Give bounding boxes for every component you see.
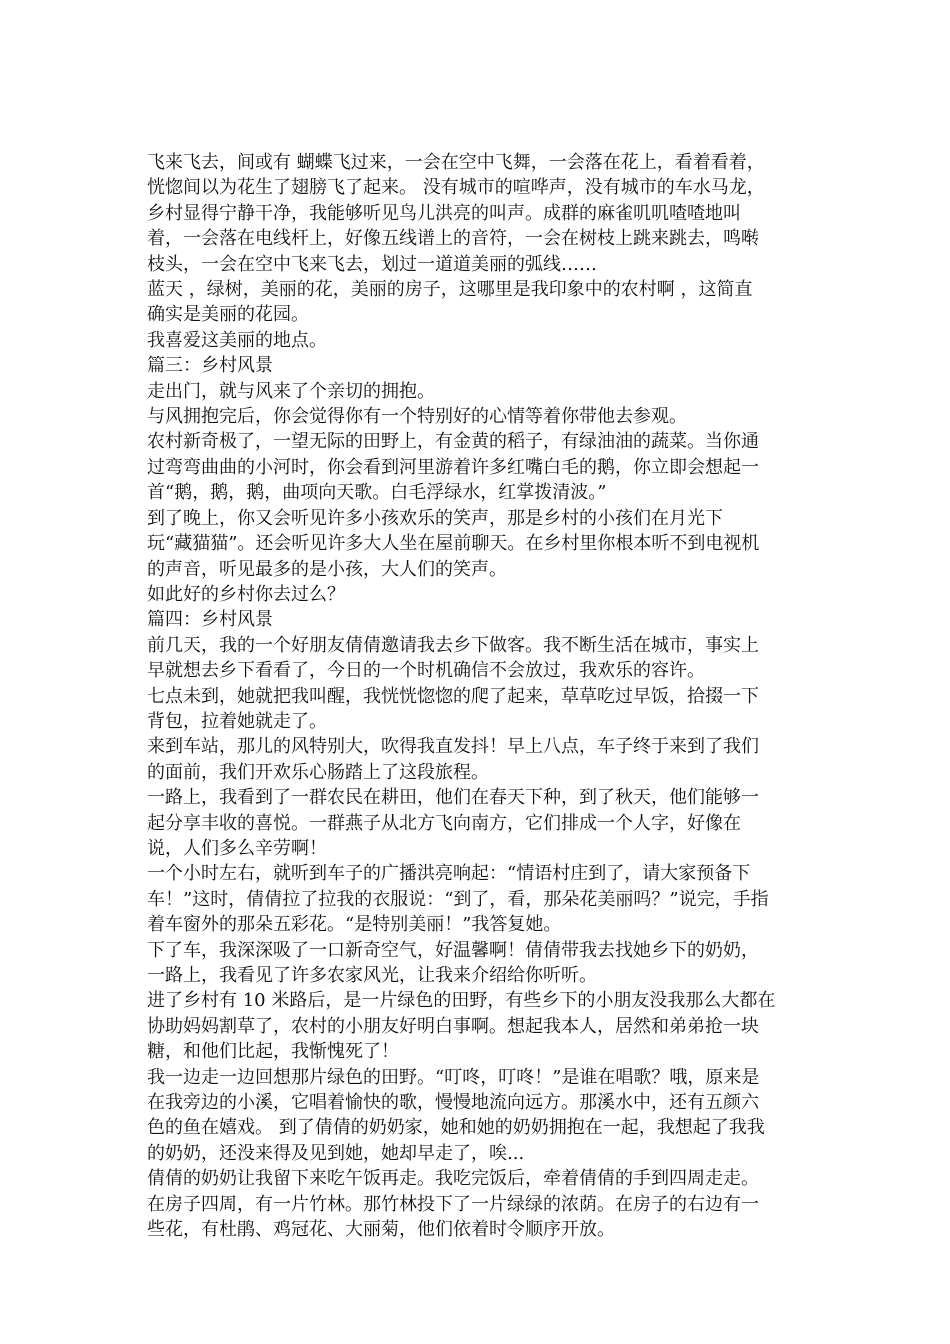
text-line: 着，一会落在电线杆上，好像五线谱上的音符，一会在树枝上跳来跳去，鸣啭 xyxy=(147,228,759,250)
text-line: 的声音，听见最多的是小孩，大人们的笑声。 xyxy=(147,558,507,580)
text-line: 一路上，我看见了许多农家风光，让我来介绍给你听听。 xyxy=(147,965,597,986)
paragraph xyxy=(147,684,807,735)
text-line: 来到车站，那儿的风特别大，吹得我直发抖！早上八点，车子终于来到了我们 xyxy=(147,736,759,758)
paragraph xyxy=(147,734,807,785)
text-line: 些花，有杜鹃、鸡冠花、大丽菊，他们依着时令顺序开放。 xyxy=(147,1219,615,1241)
text-line: 七点未到，她就把我叫醒，我恍恍惚惚的爬了起来，草草吃过早饭，拾掇一下 xyxy=(147,685,759,707)
text-line: 走出门，就与风来了个亲切的拥抱。 xyxy=(147,380,435,402)
paragraph xyxy=(147,633,807,684)
text-line: 色的鱼在嬉戏。 到了倩倩的奶奶家，她和她的奶奶拥抱在一起，我想起了我我 xyxy=(147,1117,765,1139)
paragraph xyxy=(147,404,807,429)
heading-text: 篇三：乡村风景 xyxy=(147,355,273,377)
text-line: 乡村显得宁静干净，我能够听见鸟儿洪亮的叫声。成群的麻雀叽叽喳喳地叫 xyxy=(147,202,741,224)
paragraph xyxy=(147,277,807,328)
text-line: 我一边走一边回想那片绿色的田野。“叮咚，叮咚！”是谁在唱歌？哦，原来是 xyxy=(147,1066,760,1088)
paragraph xyxy=(147,938,807,989)
text-line: 前几天，我的一个好朋友倩倩邀请我去乡下做客。我不断生活在城市，事实上 xyxy=(147,634,759,656)
text-line: 与风拥抱完后，你会觉得你有一个特别好的心情等着你带他去参观。 xyxy=(147,406,687,428)
text-line: 进了乡村有 10 米路后，是一片绿色的田野，有些乡下的小朋友没我那么大都在 xyxy=(147,990,776,1012)
text-line: 车！”这时，倩倩拉了拉我的衣服说：“到了，看，那朵花美丽吗？”说完，手指 xyxy=(147,888,769,910)
text-line: 协助妈妈割草了，农村的小朋友好明白事啊。想起我本人，居然和弟弟抢一块 xyxy=(147,1015,759,1037)
paragraph xyxy=(147,506,807,582)
text-line: 枝头，一会在空中飞来飞去，划过一道道美丽的弧线…… xyxy=(147,253,597,275)
text-line: 的面前，我们开欢乐心肠踏上了这段旅程。 xyxy=(147,761,489,783)
paragraph xyxy=(147,379,807,404)
text-line: 到了晚上，你又会听见许多小孩欢乐的笑声，那是乡村的小孩们在月光下 xyxy=(147,507,723,529)
paragraph xyxy=(147,1065,807,1167)
text-line: 在房子四周，有一片竹林。那竹林投下了一片绿绿的浓荫。在房子的右边有一 xyxy=(147,1193,759,1215)
paragraph xyxy=(147,861,807,937)
text-line: 一路上，我看到了一群农民在耕田，他们在春天下种，到了秋天，他们能够一 xyxy=(147,787,759,809)
text-line: 着车窗外的那朵五彩花。“是特别美丽！”我答复她。 xyxy=(147,914,562,936)
paragraph xyxy=(147,429,807,505)
text-line: 下了车，我深深吸了一口新奇空气，好温馨啊！倩倩带我去找她乡下的奶奶， xyxy=(147,939,759,961)
paragraph xyxy=(147,1166,807,1242)
paragraph xyxy=(147,328,807,353)
paragraph xyxy=(147,582,807,607)
heading-text: 篇四：乡村风景 xyxy=(147,609,273,631)
document-body xyxy=(147,150,807,1242)
text-line: 玩“藏猫猫”。还会听见许多大人坐在屋前聊天。在乡村里你根本听不到电视机 xyxy=(147,533,760,555)
text-line: 一个小时左右，就听到车子的广播洪亮响起：“情语村庄到了，请大家预备下 xyxy=(147,863,751,885)
text-line: 的奶奶，还没来得及见到她，她却早走了，唉... xyxy=(147,1142,525,1164)
text-line: 如此好的乡村你去过么？ xyxy=(147,583,345,605)
text-line: 早就想去乡下看看了，今日的一个时机确信不会放过，我欢乐的容许。 xyxy=(147,660,705,682)
text-line: 蓝天 ，绿树，美丽的花，美丽的房子，这哪里是我印象中的农村啊 ，这简直 xyxy=(147,279,753,301)
text-line: 首“鹅，鹅，鹅，曲项向天歌。白毛浮绿水，红掌拨清波。” xyxy=(147,482,607,504)
text-line: 我喜爱这美丽的地点。 xyxy=(147,329,327,351)
text-line: 说，人们多么辛劳啊！ xyxy=(147,837,327,859)
section-heading xyxy=(147,353,807,378)
paragraph xyxy=(147,150,807,277)
paragraph xyxy=(147,785,807,861)
text-line: 糖，和他们比起，我惭愧死了！ xyxy=(147,1041,399,1063)
text-line: 倩倩的奶奶让我留下来吃午饭再走。我吃完饭后，牵着倩倩的手到四周走走。 xyxy=(147,1168,759,1190)
text-line: 背包，拉着她就走了。 xyxy=(147,710,327,732)
text-line: 农村新奇极了，一望无际的田野上，有金黄的稻子，有绿油油的蔬菜。当你通 xyxy=(147,431,759,453)
text-line: 飞来飞去，间或有 蝴蝶飞过来，一会在空中飞舞，一会落在花上，看着看着， xyxy=(147,152,765,173)
paragraph xyxy=(147,988,807,1064)
text-line: 恍惚间以为花生了翅膀飞了起来。 没有城市的喧哗声，没有城市的车水马龙， xyxy=(147,177,765,199)
text-line: 过弯弯曲曲的小河时，你会看到河里游着许多红嘴白毛的鹅，你立即会想起一 xyxy=(147,456,759,478)
text-line: 起分享丰收的喜悦。一群燕子从北方飞向南方，它们排成一个人字，好像在 xyxy=(147,812,741,834)
text-line: 在我旁边的小溪，它唱着愉快的歌，慢慢地流向远方。那溪水中，还有五颜六 xyxy=(147,1092,759,1114)
text-line: 确实是美丽的花园。 xyxy=(147,304,309,326)
section-heading xyxy=(147,607,807,632)
